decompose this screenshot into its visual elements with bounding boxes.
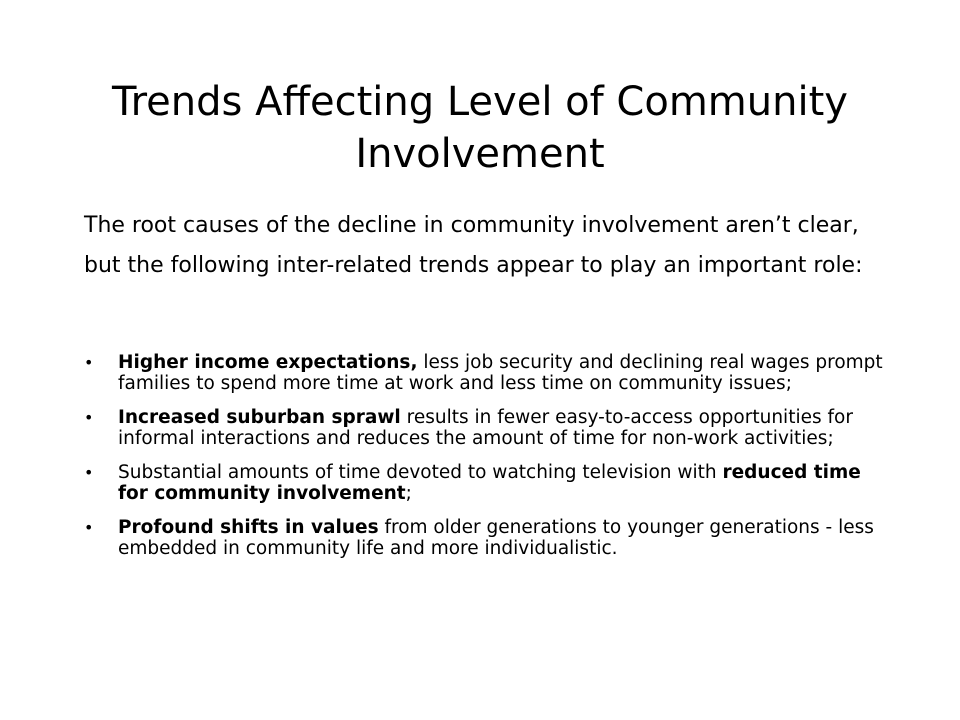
bullet-text: from older generations to younger generations - less embedded in community life and more individualistic. [118, 517, 874, 559]
bullet-bold-text: Increased suburban sprawl [118, 407, 401, 428]
intro-paragraph: The root causes of the decline in community involvement aren’t clear, but the following inter-related trends appear to play an important role: [84, 213, 863, 278]
bullet-icon: • [84, 353, 94, 372]
slide-title: Trends Affecting Level of Community Involvement [112, 79, 848, 177]
bullet-text: less job security and declining real wages prompt families to spend more time at work and less time on community issues; [118, 352, 883, 394]
bullet-item-sprawl [84, 407, 884, 449]
bullet-bold-text: reduced time for community involvement [118, 462, 861, 504]
bullet-text: ; [405, 483, 412, 504]
bullet-bold-text: Higher income expectations, [118, 352, 418, 373]
bullet-icon: • [84, 463, 94, 482]
bullet-text: Substantial amounts of time devoted to watching television with [118, 462, 723, 483]
bullet-text: results in fewer easy-to-access opportunities for informal interactions and reduces the amount of time for non-work activities; [118, 407, 853, 449]
bullet-icon: • [84, 408, 94, 427]
bullet-icon: • [84, 518, 94, 537]
bullet-bold-text: Profound shifts in values [118, 517, 379, 538]
bullet-item-income [84, 352, 884, 394]
bullet-item-values [84, 517, 884, 559]
bullet-list [84, 352, 884, 572]
bullet-item-television [84, 462, 884, 504]
